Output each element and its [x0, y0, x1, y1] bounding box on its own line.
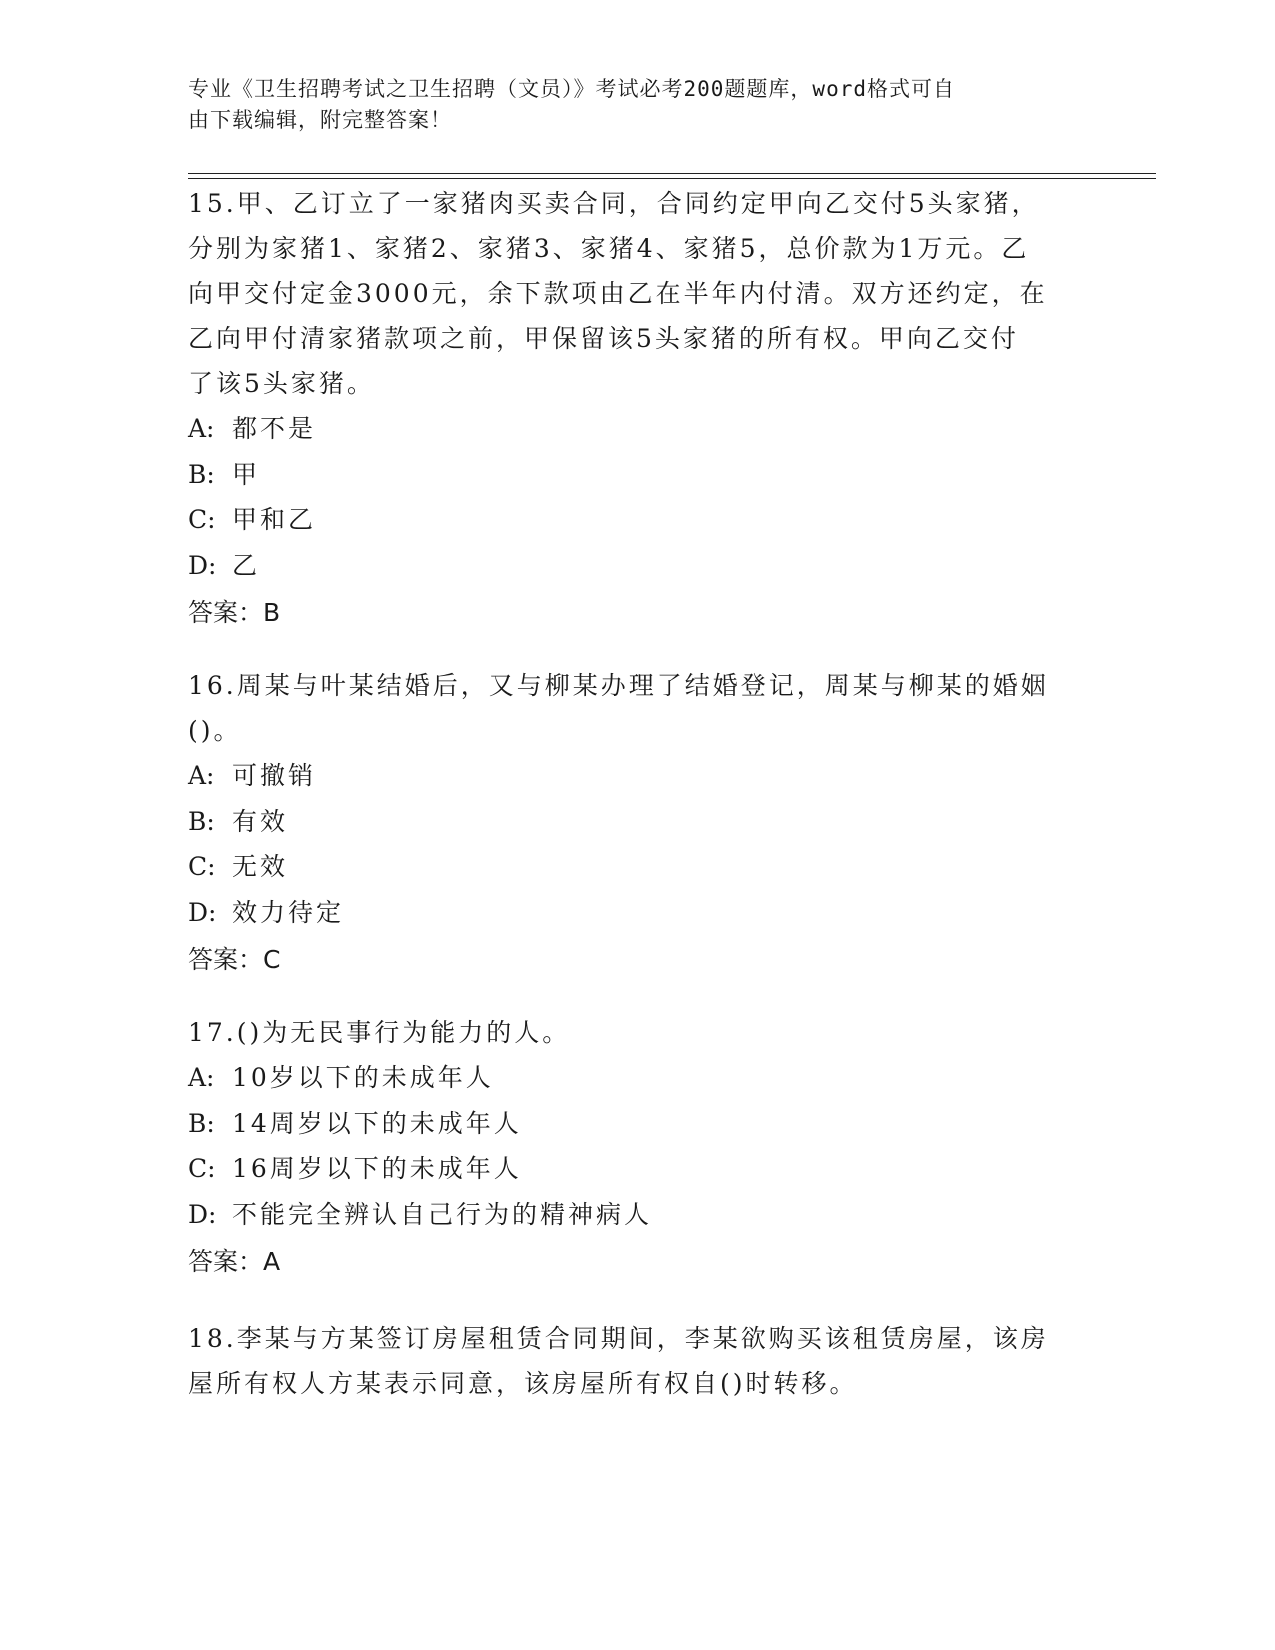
option-c — [188, 844, 1088, 890]
stem-line: 屋所有权人方某表示同意，该房屋所有权自()时转移。 — [188, 1369, 858, 1398]
stem-line: 了该5头家猪。 — [188, 369, 375, 398]
header-rule-bottom — [188, 178, 1156, 179]
option-text: 甲和乙 — [232, 505, 317, 534]
question-stem — [188, 1010, 1088, 1055]
stem-line: 乙向甲付清家猪款项之前，甲保留该5头家猪的所有权。甲向乙交付 — [188, 324, 1019, 353]
option-key: B: — [188, 1108, 215, 1138]
option-key: A: — [188, 1063, 215, 1092]
option-a — [188, 1055, 1088, 1101]
option-a — [188, 406, 1088, 452]
option-text: 16周岁以下的未成年人 — [232, 1154, 522, 1183]
option-key: B: — [188, 806, 215, 836]
question-stem — [188, 1316, 1088, 1406]
stem-line: 15.甲、乙订立了一家猪肉买卖合同，合同约定甲向乙交付5头家猪， — [188, 189, 1040, 218]
answer: 答案：B — [188, 598, 281, 627]
option-text: 效力待定 — [232, 897, 345, 927]
option-d — [188, 890, 1088, 936]
stem-line: 分别为家猪1、家猪2、家猪3、家猪4、家猪5，总价款为1万元。乙 — [188, 234, 1030, 263]
option-key: D: — [188, 897, 217, 927]
stem-line: 向甲交付定金3000元，余下款项由乙在半年内付清。双方还约定，在 — [188, 279, 1048, 308]
option-b — [188, 799, 1088, 845]
question-17 — [188, 1010, 1088, 1284]
option-c — [188, 497, 1088, 543]
option-text: 无效 — [232, 852, 289, 881]
option-c — [188, 1146, 1088, 1192]
stem-line: 16.周某与叶某结婚后，又与柳某办理了结婚登记，周某与柳某的婚姻 — [188, 671, 1049, 700]
answer: 答案：A — [188, 1247, 281, 1276]
option-key: C: — [188, 1154, 216, 1183]
stem-line: 17.()为无民事行为能力的人。 — [188, 1018, 571, 1047]
question-18 — [188, 1316, 1088, 1406]
header-line-2: 由下载编辑，附完整答案！ — [188, 108, 452, 132]
option-key: D: — [188, 550, 217, 580]
question-15 — [188, 181, 1088, 635]
option-d — [188, 543, 1088, 589]
option-text: 乙 — [232, 550, 261, 580]
option-key: D: — [188, 1199, 217, 1229]
stem-line: 18.李某与方某签订房屋租赁合同期间，李某欲购买该租赁房屋，该房 — [188, 1324, 1049, 1353]
option-text: 都不是 — [232, 414, 317, 443]
option-b — [188, 452, 1088, 498]
option-key: A: — [188, 761, 215, 790]
option-key: C: — [188, 505, 216, 534]
option-key: C: — [188, 852, 216, 881]
option-key: B: — [188, 459, 215, 489]
header-line-1: 专业《卫生招聘考试之卫生招聘（文员）》考试必考200题题库，word格式可自 — [188, 77, 955, 101]
option-text: 14周岁以下的未成年人 — [232, 1108, 522, 1138]
option-text: 有效 — [232, 806, 289, 836]
document-header — [188, 74, 1068, 136]
option-b — [188, 1101, 1088, 1147]
option-text: 甲 — [232, 459, 261, 489]
option-text: 不能完全辨认自己行为的精神病人 — [232, 1199, 653, 1229]
option-a — [188, 753, 1088, 799]
header-rule-top — [188, 173, 1156, 174]
option-text: 可撤销 — [232, 761, 317, 790]
option-key: A: — [188, 414, 215, 443]
question-stem — [188, 663, 1088, 753]
question-stem — [188, 181, 1088, 406]
option-text: 10岁以下的未成年人 — [232, 1063, 494, 1092]
question-16 — [188, 663, 1088, 982]
option-d — [188, 1192, 1088, 1238]
stem-line: ()。 — [188, 716, 242, 745]
answer: 答案：C — [188, 945, 281, 974]
